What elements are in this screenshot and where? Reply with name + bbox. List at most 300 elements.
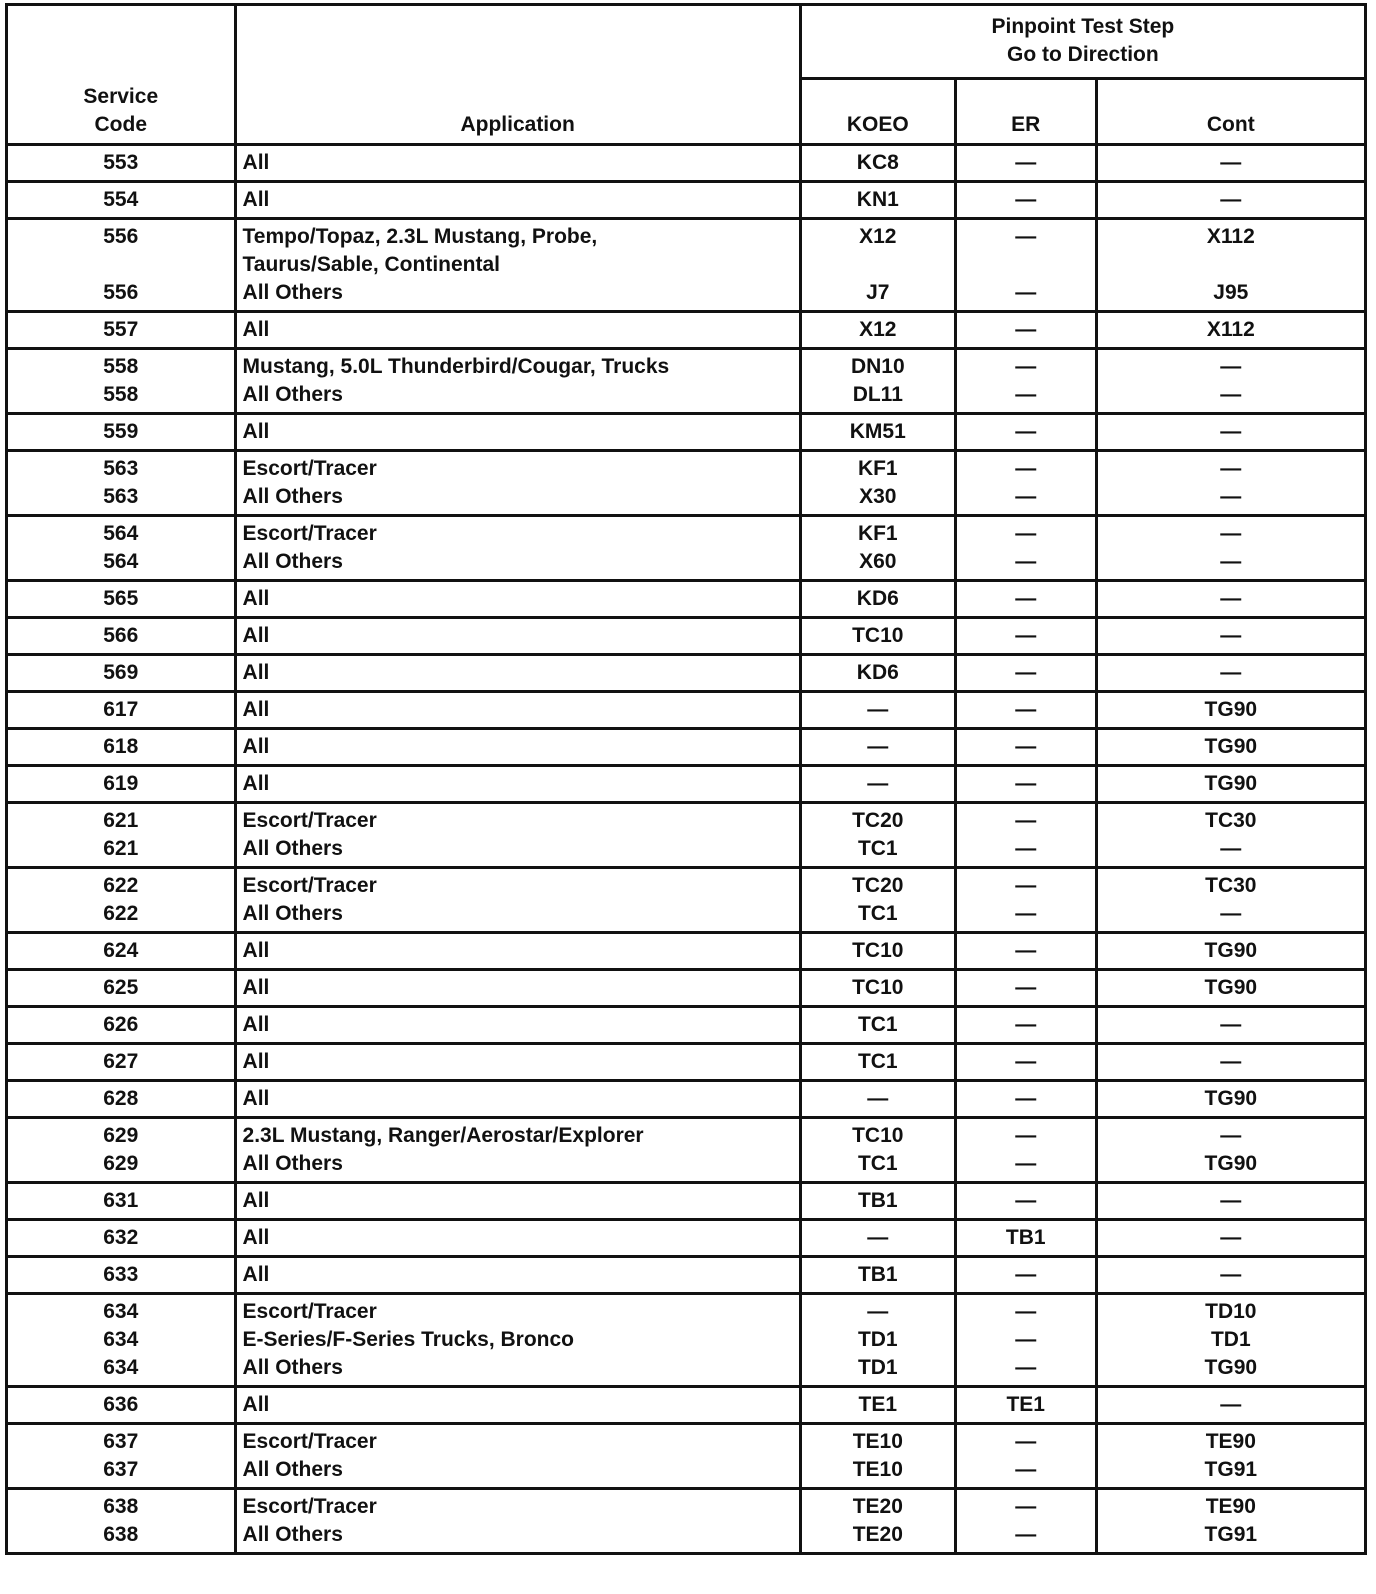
koeo-cell (800, 1183, 955, 1220)
application-cell (235, 182, 800, 219)
er-value: — (1015, 485, 1037, 508)
application-value: All Others (242, 1356, 343, 1379)
cont-value: — (1220, 1189, 1242, 1212)
er-cell (955, 1081, 1096, 1118)
service-code-cell (7, 1489, 236, 1554)
service-code-cell (7, 1118, 236, 1183)
er-cell (955, 516, 1096, 581)
service-code-cell (7, 1007, 236, 1044)
application-cell (235, 1183, 800, 1220)
service-code-cell (7, 1081, 236, 1118)
application-value: Mustang, 5.0L Thunderbird/Cougar, Trucks (242, 355, 670, 378)
er-value: — (1015, 318, 1037, 341)
er-value: — (1015, 976, 1037, 999)
cont-value: TC30 (1205, 874, 1257, 897)
er-cell (955, 970, 1096, 1007)
er-cell (955, 1044, 1096, 1081)
application-cell (235, 1424, 800, 1489)
cont-cell (1096, 1007, 1365, 1044)
koeo-value: — (867, 1226, 889, 1249)
service-code-cell (7, 692, 236, 729)
cont-value: — (1220, 383, 1242, 406)
cont-cell (1096, 655, 1365, 692)
er-value: — (1015, 1152, 1037, 1175)
koeo-value: TE1 (858, 1393, 898, 1416)
cont-value: TG90 (1204, 976, 1258, 999)
cont-value: TG91 (1204, 1458, 1258, 1481)
table-row (7, 868, 1366, 933)
cont-cell (1096, 414, 1365, 451)
er-cell (955, 868, 1096, 933)
koeo-value: — (867, 735, 889, 758)
er-value: — (1015, 939, 1037, 962)
koeo-value: KM51 (849, 420, 906, 443)
koeo-value: TC10 (852, 976, 904, 999)
application-value: All Others (242, 550, 343, 573)
service-code-value: 617 (103, 698, 139, 721)
koeo-value: KD6 (856, 661, 899, 684)
cont-cell (1096, 1118, 1365, 1183)
table-row (7, 970, 1366, 1007)
cont-value: TG90 (1204, 735, 1258, 758)
cont-cell (1096, 1183, 1365, 1220)
koeo-value: TB1 (857, 1189, 898, 1212)
service-code-value: 636 (103, 1393, 139, 1416)
cont-value: TG90 (1204, 1152, 1258, 1175)
cont-cell (1096, 516, 1365, 581)
koeo-cell (800, 868, 955, 933)
cont-cell (1096, 1081, 1365, 1118)
application-cell (235, 1081, 800, 1118)
application-value: All (242, 318, 270, 341)
er-cell (955, 312, 1096, 349)
application-value: All (242, 188, 270, 211)
cont-value: TE90 (1205, 1430, 1256, 1453)
service-code-value: 559 (103, 420, 139, 443)
application-cell (235, 1387, 800, 1424)
service-code-cell (7, 349, 236, 414)
er-value: TB1 (1005, 1226, 1046, 1249)
table-row (7, 1294, 1366, 1387)
koeo-cell (800, 803, 955, 868)
koeo-value: TC1 (857, 1152, 898, 1175)
table-row (7, 1007, 1366, 1044)
application-value: All (242, 698, 270, 721)
er-cell (955, 803, 1096, 868)
table-row (7, 145, 1366, 182)
koeo-value: TB1 (857, 1263, 898, 1286)
service-code-value: 628 (103, 1087, 139, 1110)
koeo-cell (800, 182, 955, 219)
service-code-value: 638 (103, 1495, 139, 1518)
application-cell (235, 729, 800, 766)
service-code-cell (7, 803, 236, 868)
application-cell (235, 692, 800, 729)
koeo-value: X60 (859, 550, 897, 573)
koeo-cell (800, 1118, 955, 1183)
koeo-value: KF1 (857, 457, 898, 480)
cont-value: — (1220, 1393, 1242, 1416)
er-cell (955, 349, 1096, 414)
koeo-value: DL11 (852, 383, 903, 406)
er-value: — (1015, 902, 1037, 925)
service-code-value: 631 (103, 1189, 139, 1212)
koeo-cell (800, 1081, 955, 1118)
koeo-value: KC8 (856, 151, 899, 174)
service-code-value: 627 (103, 1050, 139, 1073)
cont-value: — (1220, 485, 1242, 508)
koeo-value: X12 (859, 225, 897, 248)
koeo-cell (800, 516, 955, 581)
service-code-value: 624 (103, 939, 139, 962)
er-cell (955, 1294, 1096, 1387)
cont-cell (1096, 349, 1365, 414)
application-value: All (242, 1263, 270, 1286)
cont-value: — (1220, 188, 1242, 211)
cont-value: — (1220, 1226, 1242, 1249)
cont-value: J95 (1213, 281, 1249, 304)
koeo-value: KF1 (857, 522, 898, 545)
er-cell (955, 729, 1096, 766)
cont-cell (1096, 581, 1365, 618)
cont-cell (1096, 729, 1365, 766)
er-value: — (1015, 1189, 1037, 1212)
cont-cell (1096, 933, 1365, 970)
cont-cell (1096, 1220, 1365, 1257)
er-value: — (1015, 772, 1037, 795)
service-code-cell (7, 868, 236, 933)
er-cell (955, 1489, 1096, 1554)
er-cell (955, 766, 1096, 803)
service-code-value: 564 (103, 522, 139, 545)
er-cell (955, 618, 1096, 655)
cont-cell (1096, 1294, 1365, 1387)
er-value: — (1015, 151, 1037, 174)
koeo-cell (800, 1387, 955, 1424)
koeo-value: — (867, 772, 889, 795)
table-row (7, 1044, 1366, 1081)
application-cell (235, 1044, 800, 1081)
application-value: 2.3L Mustang, Ranger/Aerostar/Explorer (242, 1124, 644, 1147)
application-cell (235, 312, 800, 349)
cont-cell (1096, 803, 1365, 868)
service-code-cell (7, 1387, 236, 1424)
koeo-header-label: KOEO (846, 113, 909, 136)
service-code-value: 629 (103, 1124, 139, 1147)
er-value: — (1015, 1328, 1037, 1351)
service-code-value: 621 (103, 809, 139, 832)
er-value: — (1015, 1495, 1037, 1518)
cont-value: — (1220, 837, 1242, 860)
application-value: All Others (242, 1458, 343, 1481)
cont-cell (1096, 1257, 1365, 1294)
service-code-value: 564 (103, 550, 139, 573)
table-row (7, 1118, 1366, 1183)
application-header (235, 5, 800, 145)
service-code-value: 637 (103, 1430, 139, 1453)
service-code-value: 563 (103, 457, 139, 480)
cont-value: TE90 (1205, 1495, 1256, 1518)
service-code-cell (7, 182, 236, 219)
application-value: All (242, 772, 270, 795)
service-code-value: 626 (103, 1013, 139, 1036)
cont-cell (1096, 182, 1365, 219)
cont-value: — (1220, 355, 1242, 378)
application-value: Tempo/Topaz, 2.3L Mustang, Probe, (242, 225, 598, 248)
koeo-value: X12 (859, 318, 897, 341)
er-value: — (1015, 522, 1037, 545)
cont-cell (1096, 1387, 1365, 1424)
cont-value: TG90 (1204, 772, 1258, 795)
koeo-cell (800, 219, 955, 312)
service-code-value: 558 (103, 383, 139, 406)
service-code-value: 557 (103, 318, 139, 341)
cont-value: TD10 (1205, 1300, 1257, 1323)
er-value: — (1015, 837, 1037, 860)
table-row (7, 692, 1366, 729)
er-header (955, 79, 1096, 145)
service-code-value: 619 (103, 772, 139, 795)
cont-cell (1096, 766, 1365, 803)
er-value: — (1015, 457, 1037, 480)
er-value: — (1015, 1013, 1037, 1036)
service-code-value: 553 (103, 151, 139, 174)
koeo-cell (800, 1424, 955, 1489)
cont-cell (1096, 1424, 1365, 1489)
application-value: All (242, 1087, 270, 1110)
cont-value: X112 (1206, 225, 1255, 248)
application-cell (235, 970, 800, 1007)
table-row (7, 414, 1366, 451)
er-value: — (1015, 698, 1037, 721)
koeo-value: TC1 (857, 902, 898, 925)
er-cell (955, 655, 1096, 692)
application-value: Escort/Tracer (242, 457, 377, 480)
application-value: All (242, 1013, 270, 1036)
er-cell (955, 1257, 1096, 1294)
er-cell (955, 451, 1096, 516)
cont-value: TC30 (1205, 809, 1257, 832)
service-code-cell (7, 312, 236, 349)
service-code-value: 632 (103, 1226, 139, 1249)
application-cell (235, 516, 800, 581)
service-code-value: 638 (103, 1523, 139, 1546)
table-row (7, 182, 1366, 219)
service-code-cell (7, 451, 236, 516)
service-code-value: 558 (103, 355, 139, 378)
koeo-value: TD1 (857, 1356, 898, 1379)
er-value: — (1015, 550, 1037, 573)
er-value: TE1 (1006, 1393, 1045, 1416)
table-header (7, 5, 1366, 145)
er-value: — (1015, 1124, 1037, 1147)
application-cell (235, 803, 800, 868)
koeo-value: J7 (866, 281, 890, 304)
table-row (7, 1387, 1366, 1424)
cont-value: — (1220, 420, 1242, 443)
service-code-value: 618 (103, 735, 139, 758)
cont-value: — (1220, 902, 1242, 925)
koeo-value: DN10 (850, 355, 905, 378)
service-code-cell (7, 933, 236, 970)
koeo-cell (800, 970, 955, 1007)
cont-value: — (1220, 522, 1242, 545)
koeo-cell (800, 933, 955, 970)
application-value: All Others (242, 1523, 343, 1546)
er-cell (955, 1118, 1096, 1183)
application-value: All Others (242, 383, 343, 406)
cont-value: TG90 (1204, 1087, 1258, 1110)
er-value: — (1015, 735, 1037, 758)
application-value: Taurus/Sable, Continental (242, 253, 501, 276)
koeo-value: TC1 (857, 837, 898, 860)
koeo-cell (800, 766, 955, 803)
cont-cell (1096, 451, 1365, 516)
table-row (7, 1489, 1366, 1554)
service-code-value: 563 (103, 485, 139, 508)
er-cell (955, 219, 1096, 312)
service-code-cell (7, 219, 236, 312)
service-code-value: 634 (103, 1300, 139, 1323)
cont-value: TG90 (1204, 1356, 1258, 1379)
service-code-cell (7, 516, 236, 581)
er-cell (955, 1220, 1096, 1257)
application-value: All (242, 1050, 270, 1073)
er-value: — (1015, 1050, 1037, 1073)
table-row (7, 618, 1366, 655)
koeo-cell (800, 451, 955, 516)
service-code-cell (7, 970, 236, 1007)
er-value: — (1015, 420, 1037, 443)
koeo-cell (800, 581, 955, 618)
table-row (7, 1220, 1366, 1257)
cont-header (1096, 79, 1365, 145)
service-code-table (5, 3, 1367, 1555)
cont-value: — (1220, 1050, 1242, 1073)
application-cell (235, 655, 800, 692)
er-value: — (1015, 1458, 1037, 1481)
cont-cell (1096, 145, 1365, 182)
service-code-value: 637 (103, 1458, 139, 1481)
service-code-cell (7, 655, 236, 692)
koeo-cell (800, 729, 955, 766)
application-cell (235, 219, 800, 312)
cont-value: TG91 (1204, 1523, 1258, 1546)
koeo-value: — (867, 1300, 889, 1323)
table-row (7, 349, 1366, 414)
application-cell (235, 1118, 800, 1183)
table-row (7, 655, 1366, 692)
service-code-cell (7, 145, 236, 182)
application-value: All (242, 976, 270, 999)
application-cell (235, 1220, 800, 1257)
koeo-value: KN1 (856, 188, 899, 211)
koeo-cell (800, 1489, 955, 1554)
application-value: All (242, 939, 270, 962)
koeo-cell (800, 1294, 955, 1387)
er-cell (955, 182, 1096, 219)
table-row (7, 581, 1366, 618)
table-row (7, 1081, 1366, 1118)
er-header-label: ER (1011, 113, 1041, 136)
cont-value: TG90 (1204, 939, 1258, 962)
koeo-cell (800, 618, 955, 655)
table-row (7, 516, 1366, 581)
service-code-value: 565 (103, 587, 139, 610)
koeo-value: TC1 (857, 1013, 898, 1036)
koeo-value: TC20 (852, 809, 904, 832)
cont-value: — (1220, 550, 1242, 573)
table-row (7, 312, 1366, 349)
application-cell (235, 1489, 800, 1554)
application-cell (235, 766, 800, 803)
application-cell (235, 618, 800, 655)
application-value: All (242, 661, 270, 684)
er-value: — (1015, 661, 1037, 684)
service-code-cell (7, 1220, 236, 1257)
application-cell (235, 414, 800, 451)
koeo-value: TD1 (857, 1328, 898, 1351)
cont-cell (1096, 312, 1365, 349)
koeo-header (800, 79, 955, 145)
service-code-value: 622 (103, 874, 139, 897)
er-value: — (1015, 383, 1037, 406)
er-value: — (1015, 1430, 1037, 1453)
koeo-cell (800, 1007, 955, 1044)
table-row (7, 1183, 1366, 1220)
service-code-value: 556 (103, 225, 139, 248)
koeo-cell (800, 1257, 955, 1294)
application-cell (235, 145, 800, 182)
cont-cell (1096, 618, 1365, 655)
service-code-cell (7, 766, 236, 803)
koeo-cell (800, 655, 955, 692)
table-row (7, 219, 1366, 312)
cont-value: — (1220, 457, 1242, 480)
service-code-value: 634 (103, 1356, 139, 1379)
application-cell (235, 933, 800, 970)
koeo-value: TC10 (852, 624, 904, 647)
er-value: — (1015, 874, 1037, 897)
cont-cell (1096, 692, 1365, 729)
cont-value: — (1220, 1124, 1242, 1147)
koeo-cell (800, 1044, 955, 1081)
koeo-cell (800, 1220, 955, 1257)
application-cell (235, 868, 800, 933)
koeo-value: X30 (859, 485, 897, 508)
koeo-value: TC1 (857, 1050, 898, 1073)
application-cell (235, 581, 800, 618)
service-code-header-line-2: Code (94, 113, 148, 136)
pinpoint-test-step-header (800, 5, 1365, 79)
service-code-value: 556 (103, 281, 139, 304)
service-code-cell (7, 1257, 236, 1294)
koeo-cell (800, 312, 955, 349)
application-value: All Others (242, 902, 343, 925)
koeo-cell (800, 414, 955, 451)
er-cell (955, 581, 1096, 618)
koeo-value: TE20 (852, 1523, 903, 1546)
cont-cell (1096, 868, 1365, 933)
application-value: Escort/Tracer (242, 1430, 377, 1453)
pinpoint-header-line-2: Go to Direction (1007, 43, 1159, 66)
koeo-value: TC20 (852, 874, 904, 897)
koeo-value: — (867, 1087, 889, 1110)
koeo-cell (800, 349, 955, 414)
table-row (7, 451, 1366, 516)
service-code-header-line-1: Service (83, 85, 159, 108)
service-code-value: 621 (103, 837, 139, 860)
